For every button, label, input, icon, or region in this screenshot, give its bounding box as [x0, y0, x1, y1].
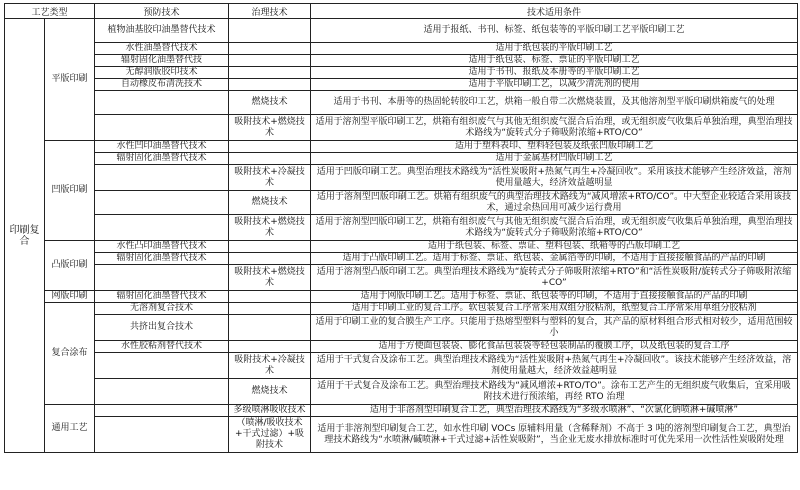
table-row: [5, 303, 798, 315]
prevention-cell: 无溶剂复合技术: [95, 303, 229, 315]
table-row: [5, 141, 798, 153]
prevention-cell: 水性凸印油墨替代技术: [95, 241, 229, 253]
condition-cell: 适用于书刊、报纸及本册等的平版印刷工艺: [311, 67, 798, 79]
table-row: [5, 55, 798, 67]
table-row: [5, 253, 798, 265]
treatment-cell: 吸附技术+燃烧技术: [229, 215, 311, 241]
subcategory-gravure: 凹版印刷: [45, 141, 95, 241]
table-row: [5, 165, 798, 191]
prevention-cell: [95, 265, 229, 291]
table-row: [5, 417, 798, 453]
condition-cell: 适用于溶剂型凸版印刷工艺。典型治理技术路线为“旋转式分子筛吸附浓缩+RTO”和“活性炭吸附/旋转式分子筛吸附浓缩+CO”: [311, 265, 798, 291]
condition-cell: 适用于溶剂型平版印刷工艺，烘箱有组织废气与其他无组织废气混合后治理，或无组织废气收集后单独治理，典型治理技术路线为“旋转式分子筛吸附浓缩+RTO/CO”: [311, 115, 798, 141]
prevention-cell: 共挤出复合技术: [95, 315, 229, 341]
condition-cell: 适用于凹版印刷工艺。典型治理技术路线为“活性炭吸附+热氮气再生+冷凝回收”。采用该技术能够产生经济效益，溶剂使用量越大，经济效益越明显: [311, 165, 798, 191]
prevention-cell: 水性胶粘剂替代技术: [95, 341, 229, 353]
prevention-cell: [95, 191, 229, 215]
treatment-cell: 吸附技术+冷凝技术: [229, 353, 311, 379]
treatment-cell: [229, 253, 311, 265]
treatment-cell: [229, 19, 311, 43]
table-row: [5, 379, 798, 405]
prevention-cell: 辐射固化油墨替代技: [95, 55, 229, 67]
treatment-cell: （喷淋/吸收技术+干式过滤）+吸附技术: [229, 417, 311, 453]
category-main: 印刷复合: [5, 19, 45, 453]
prevention-cell: 水性凹印油墨替代技术: [95, 141, 229, 153]
condition-cell: 适用于纸包装、标签、票证、塑料包装、纸箱等的凸版印刷工艺: [311, 241, 798, 253]
condition-cell: 适用于网版印刷工艺。适用于标签、票证、纸包装等的印刷，不适用于直接接触食品的产品的印刷: [311, 291, 798, 303]
prevention-cell: [95, 379, 229, 405]
header-row: [5, 4, 798, 19]
prevention-cell: [95, 353, 229, 379]
table-row: [5, 405, 798, 417]
condition-cell: 适用于纸包装的平版印刷工艺: [311, 43, 798, 55]
condition-cell: 适用于凸版印刷工艺。适用于标签、票证、纸包装、金属箔等的印刷，不适用于直接接触食品的产品的印刷: [311, 253, 798, 265]
condition-cell: 适用于书刊、本册等的热固轮转胶印工艺，烘箱一般自带二次燃烧装置，及其他溶剂型平版印刷烘箱废气的处理: [311, 91, 798, 115]
table-row: [5, 153, 798, 165]
condition-cell: 适用于平版印刷工艺，以减少清洗剂的使用: [311, 79, 798, 91]
prevention-cell: 辐射固化油墨替代技术: [95, 253, 229, 265]
prevention-cell: [95, 91, 229, 115]
treatment-cell: 吸附技术+燃烧技术: [229, 265, 311, 291]
treatment-cell: [229, 79, 311, 91]
condition-cell: 适用于非溶剂型印刷复合工艺，如水性印刷 VOCs 原辅料用量（含稀释剂）不高于 3 吨的溶剂型印刷复合工艺，典型治理技术路线为“水喷淋/碱喷淋+干式过滤+活性炭吸附”，当企业无废水排放标准时可优先采用一次性活性炭吸附处理: [311, 417, 798, 453]
header-category: 工艺类型: [5, 4, 95, 19]
subcategory-general: 通用工艺: [45, 405, 95, 453]
subcategory-laminating: 复合涂布: [45, 303, 95, 405]
prevention-cell: 无醇润版胶印技术: [95, 67, 229, 79]
condition-cell: 适用于印刷工业的复合工序。软包装复合工序常采用双组分胶粘剂，纸塑复合工序常采用单组分胶粘剂: [311, 303, 798, 315]
condition-cell: 适用于报纸、书刊、标签、纸包装等的平版印刷工艺平版印刷工艺: [311, 19, 798, 43]
table-row: [5, 43, 798, 55]
treatment-cell: 燃烧技术: [229, 91, 311, 115]
condition-cell: 适用于方便面包装袋、膨化食品包装袋等轻包装制品的覆膜工序，以及纸包装的复合工序: [311, 341, 798, 353]
treatment-cell: [229, 43, 311, 55]
treatment-cell: [229, 341, 311, 353]
treatment-cell: [229, 141, 311, 153]
table-row: [5, 67, 798, 79]
table-row: [5, 291, 798, 303]
prevention-cell: 植物油基胶印油墨替代技术: [95, 19, 229, 43]
condition-cell: 适用于非溶剂型印刷复合工艺，典型治理技术路线为“多级水喷淋”、“次氯化钠喷淋+碱喷淋”: [311, 405, 798, 417]
condition-cell: 适用于溶剂型凹版印刷工艺。烘箱有组织废气的典型治理技术路线为“减风增浓+RTO/CO”。中大型企业较适合采用该技术，通过余热回用可减少运行费用: [311, 191, 798, 215]
condition-cell: 适用于印刷工业的复合膜生产工序。只能用于热熔型塑料与塑料的复合，其产品的原材料组合形式相对较少，适用范围较小: [311, 315, 798, 341]
prevention-cell: [95, 215, 229, 241]
prevention-cell: [95, 165, 229, 191]
technology-table: [4, 3, 798, 453]
subcategory-letterpress: 凸版印刷: [45, 241, 95, 291]
subcategory-screen: 网版印刷: [45, 291, 95, 303]
table-row: [5, 215, 798, 241]
condition-cell: 适用于溶剂型凹版印刷工艺，烘箱有组织废气与其他无组织废气混合后治理，或无组织废气收集后单独治理，典型治理技术路线为“旋转式分子筛吸附浓缩+RTO/CO”: [311, 215, 798, 241]
table-row: [5, 91, 798, 115]
treatment-cell: 吸附技术+冷凝技术: [229, 165, 311, 191]
treatment-cell: [229, 291, 311, 303]
subcategory-offset: 平版印刷: [45, 19, 95, 141]
treatment-cell: 吸附技术+燃烧技术: [229, 115, 311, 141]
prevention-cell: 自动橡皮布清洗技术: [95, 79, 229, 91]
condition-cell: 适用于干式复合及涂布工艺。典型治理技术路线为“减风增浓+RTO/TO”。涂布工艺产生的无组织废气收集后，宜采用吸附技术进行预浓缩，再经 RTO 治理: [311, 379, 798, 405]
treatment-cell: [229, 303, 311, 315]
header-treatment: 治理技术: [229, 4, 311, 19]
table-row: [5, 353, 798, 379]
condition-cell: 适用于塑料表印、塑料轻包装及纸张凹版印刷工艺: [311, 141, 798, 153]
table-row: [5, 341, 798, 353]
prevention-cell: 辐射固化油墨替代技术: [95, 291, 229, 303]
prevention-cell: [95, 115, 229, 141]
prevention-cell: [95, 405, 229, 417]
table-row: [5, 115, 798, 141]
table-row: [5, 241, 798, 253]
prevention-cell: 水性油墨替代技术: [95, 43, 229, 55]
table-row: [5, 79, 798, 91]
table-row: [5, 315, 798, 341]
treatment-cell: 燃烧技术: [229, 191, 311, 215]
prevention-cell: [95, 417, 229, 453]
condition-cell: 适用于干式复合及涂布工艺。典型治理技术路线为“活性炭吸附+热氮气再生+冷凝回收”。该技术能够产生经济效益，溶剂使用量越大，经济效益越明显: [311, 353, 798, 379]
treatment-cell: [229, 315, 311, 341]
prevention-cell: 辐射固化油墨替代技术: [95, 153, 229, 165]
treatment-cell: [229, 55, 311, 67]
table-row: [5, 265, 798, 291]
treatment-cell: [229, 67, 311, 79]
header-conditions: 技术适用条件: [311, 4, 798, 19]
table-row: [5, 191, 798, 215]
condition-cell: 适用于金属基材凹版印刷工艺: [311, 153, 798, 165]
treatment-cell: [229, 153, 311, 165]
treatment-cell: 燃烧技术: [229, 379, 311, 405]
table-row: [5, 19, 798, 43]
treatment-cell: [229, 241, 311, 253]
treatment-cell: 多级喷淋吸收技术: [229, 405, 311, 417]
condition-cell: 适用于纸包装、标签、票证的平版印刷工艺: [311, 55, 798, 67]
header-prevention: 预防技术: [95, 4, 229, 19]
